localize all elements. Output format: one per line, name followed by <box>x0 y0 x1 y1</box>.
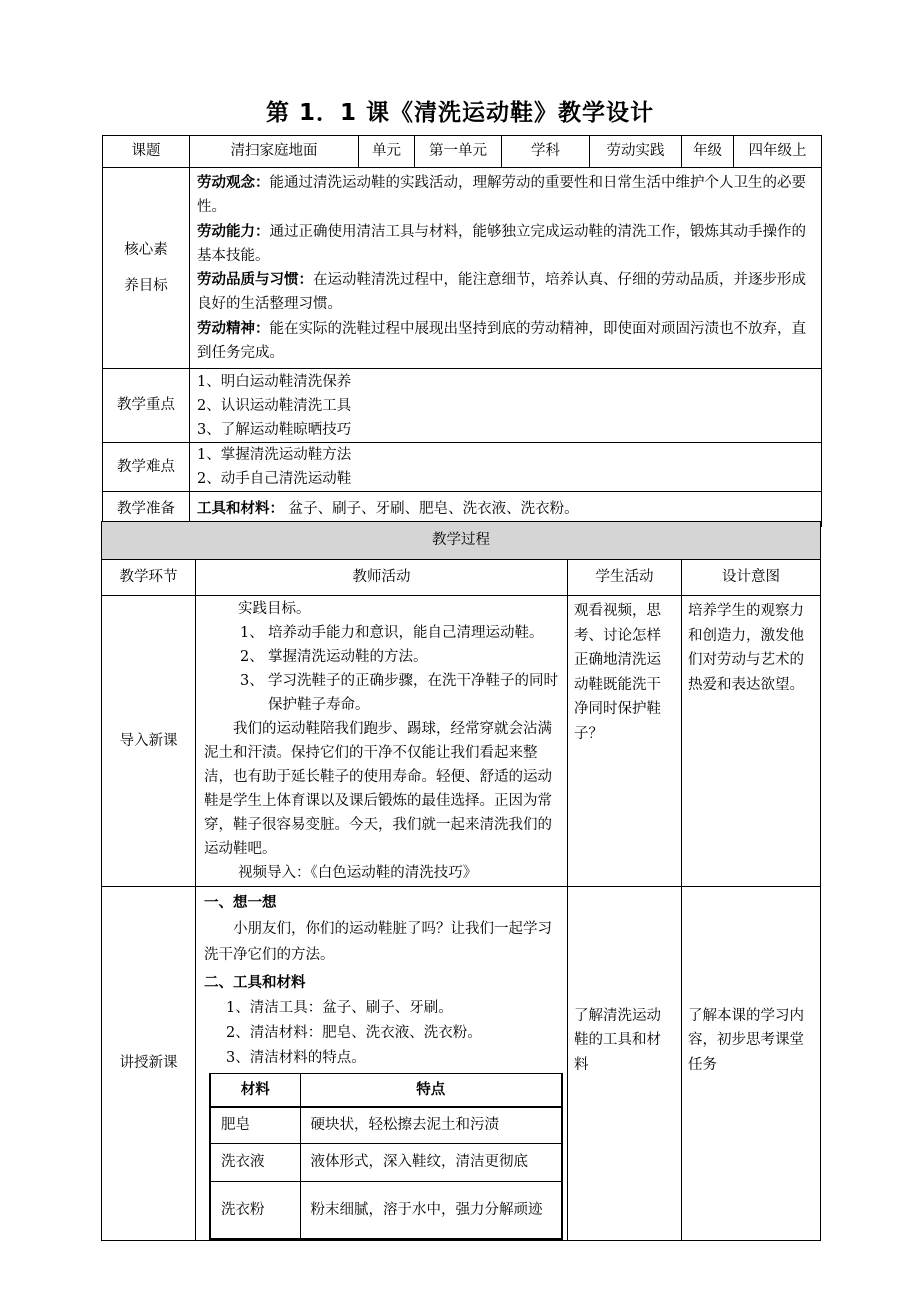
process-section-title: 教学过程 <box>102 522 821 560</box>
goals-label: 核心素养目标 <box>103 168 190 369</box>
lecture-teacher-activity: 一、想一想 小朋友们，你们的运动鞋脏了吗？让我们一起学习洗干净它们的方法。 二、工具和材料 1、清洁工具：盆子、刷子、牙刷。 2、清洁材料：肥皂、洗衣液、洗衣粉。 3、清洁材料的特点。 材料 特点 肥皂 硬块状，轻松擦去泥土和污渍 洗衣液 液体形式，深入鞋纹，清洁更彻底 洗衣粉 粉末细腻，溶于水中，强力分解顽迹 <box>196 887 568 1241</box>
col-intent-header: 设计意图 <box>682 560 821 596</box>
col-stage-header: 教学环节 <box>102 560 196 596</box>
goals-content <box>190 168 822 369</box>
table-row: 洗衣液 液体形式，深入鞋纹，清洁更彻底 <box>210 1143 562 1181</box>
page-title: 第 1．1 课《清洗运动鞋》教学设计 <box>265 100 655 126</box>
difficulties-content <box>190 443 822 492</box>
table-row: 肥皂 硬块状，轻松擦去泥土和污渍 <box>210 1107 562 1143</box>
materials-table <box>209 1073 563 1240</box>
lecture-design-intent: 了解本课的学习内容，初步思考课堂任务 <box>682 887 821 1241</box>
topic-value: 清扫家庭地面 <box>190 136 359 168</box>
lecture-row <box>102 887 821 1241</box>
goal-item: 劳动精神：能在实际的洗鞋过程中展现出坚持到底的劳动精神，即使面对顽固污渍也不放弃，直到任务完成。 <box>197 319 806 362</box>
list-item: 2、认识运动鞋清洗工具 <box>197 397 352 414</box>
features-header: 特点 <box>300 1074 562 1108</box>
table-row: 洗衣粉 粉末细腻，溶于水中，强力分解顽迹 <box>210 1181 562 1239</box>
list-item: 3、了解运动鞋晾晒技巧 <box>197 421 352 438</box>
list-item: 3、清洁材料的特点。 <box>226 1050 366 1066</box>
teaching-process-table <box>101 521 821 1241</box>
subject-label: 学科 <box>502 136 590 168</box>
intro-design-intent: 培养学生的观察力和创造力，激发他们对劳动与艺术的热爱和表达欲望。 <box>682 596 821 887</box>
col-teacher-header: 教师活动 <box>196 560 568 596</box>
goal-item: 劳动品质与习惯：在运动鞋清洗过程中，能注意细节，培养认真、仔细的劳动品质，并逐步形成良好的生活整理习惯。 <box>197 271 806 313</box>
grade-label: 年级 <box>682 136 734 168</box>
list-item: 2、动手自己清洗运动鞋 <box>197 471 352 488</box>
preparation-label: 教学准备 <box>103 492 190 527</box>
list-item: 1、清洁工具：盆子、刷子、牙刷。 <box>226 1000 453 1016</box>
key-points-label: 教学重点 <box>103 369 190 443</box>
section-tools: 二、工具和材料 <box>204 974 306 991</box>
list-item: 1、掌握清洗运动鞋方法 <box>197 447 352 464</box>
subject-value: 劳动实践 <box>590 136 682 168</box>
topic-label: 课题 <box>103 136 190 168</box>
list-item: 3、 学习洗鞋子的正确步骤，在洗干净鞋子的同时保护鞋子寿命。 <box>240 673 558 713</box>
stage-intro: 导入新课 <box>102 596 196 887</box>
key-points-content <box>190 369 822 443</box>
preparation-content: 工具和材料： 盆子、刷子、牙刷、肥皂、洗衣液、洗衣粉。 <box>190 492 822 527</box>
lesson-info-table <box>102 135 822 527</box>
intro-student-activity: 观看视频，思考、讨论怎样正确地清洗运动鞋既能洗干净同时保护鞋子？ <box>568 596 682 887</box>
list-item: 2、 掌握清洗运动鞋的方法。 <box>240 649 428 665</box>
list-item: 1、 培养动手能力和意识，能自己清理运动鞋。 <box>240 625 544 641</box>
list-item: 1、明白运动鞋清洗保养 <box>197 373 352 390</box>
unit-value: 第一单元 <box>415 136 502 168</box>
list-item: 2、清洁材料：肥皂、洗衣液、洗衣粉。 <box>226 1025 482 1041</box>
intro-teacher-activity: 实践目标。 1、 培养动手能力和意识，能自己清理运动鞋。 2、 掌握清洗运动鞋的方法。 3、 学习洗鞋子的正确步骤，在洗干净鞋子的同时保护鞋子寿命。 我们的运动鞋陪我们跑步、踢球，经常穿就会沾满泥土和汗渍。保持它们的干净不仅能让我们看起来整洁，也有助于延长鞋子的使用寿命。轻便、舒适的运动鞋是学生上体育课以及课后锻炼的最佳选择。正因为常穿，鞋子很容易变脏。今天，我们就一起来清洗我们的运动鞋吧。 视频导入：《白色运动鞋的清洗技巧》 <box>196 596 568 887</box>
col-student-header: 学生活动 <box>568 560 682 596</box>
stage-lecture: 讲授新课 <box>102 887 196 1241</box>
intro-row <box>102 596 821 887</box>
materials-header: 材料 <box>210 1074 300 1108</box>
difficulties-label: 教学难点 <box>103 443 190 492</box>
video-intro: 视频导入：《白色运动鞋的清洗技巧》 <box>238 865 478 881</box>
grade-value: 四年级上 <box>734 136 822 168</box>
unit-label: 单元 <box>359 136 415 168</box>
goal-item: 劳动观念：能通过清洗运动鞋的实践活动，理解劳动的重要性和日常生活中维护个人卫生的必要性。 <box>197 174 806 216</box>
lecture-student-activity: 了解清洗运动鞋的工具和材料 <box>568 887 682 1241</box>
section-think: 一、想一想 <box>204 894 277 911</box>
goal-item: 劳动能力：通过正确使用清洁工具与材料，能够独立完成运动鞋的清洗工作，锻炼其动手操作的基本技能。 <box>197 222 806 264</box>
intro-paragraph: 我们的运动鞋陪我们跑步、踢球，经常穿就会沾满泥土和汗渍。保持它们的干净不仅能让我们看起来整洁，也有助于延长鞋子的使用寿命。轻便、舒适的运动鞋是学生上体育课以及课后锻炼的最佳选择。正因为常穿，鞋子很容易变脏。今天，我们就一起来清洗我们的运动鞋吧。 <box>204 721 552 857</box>
